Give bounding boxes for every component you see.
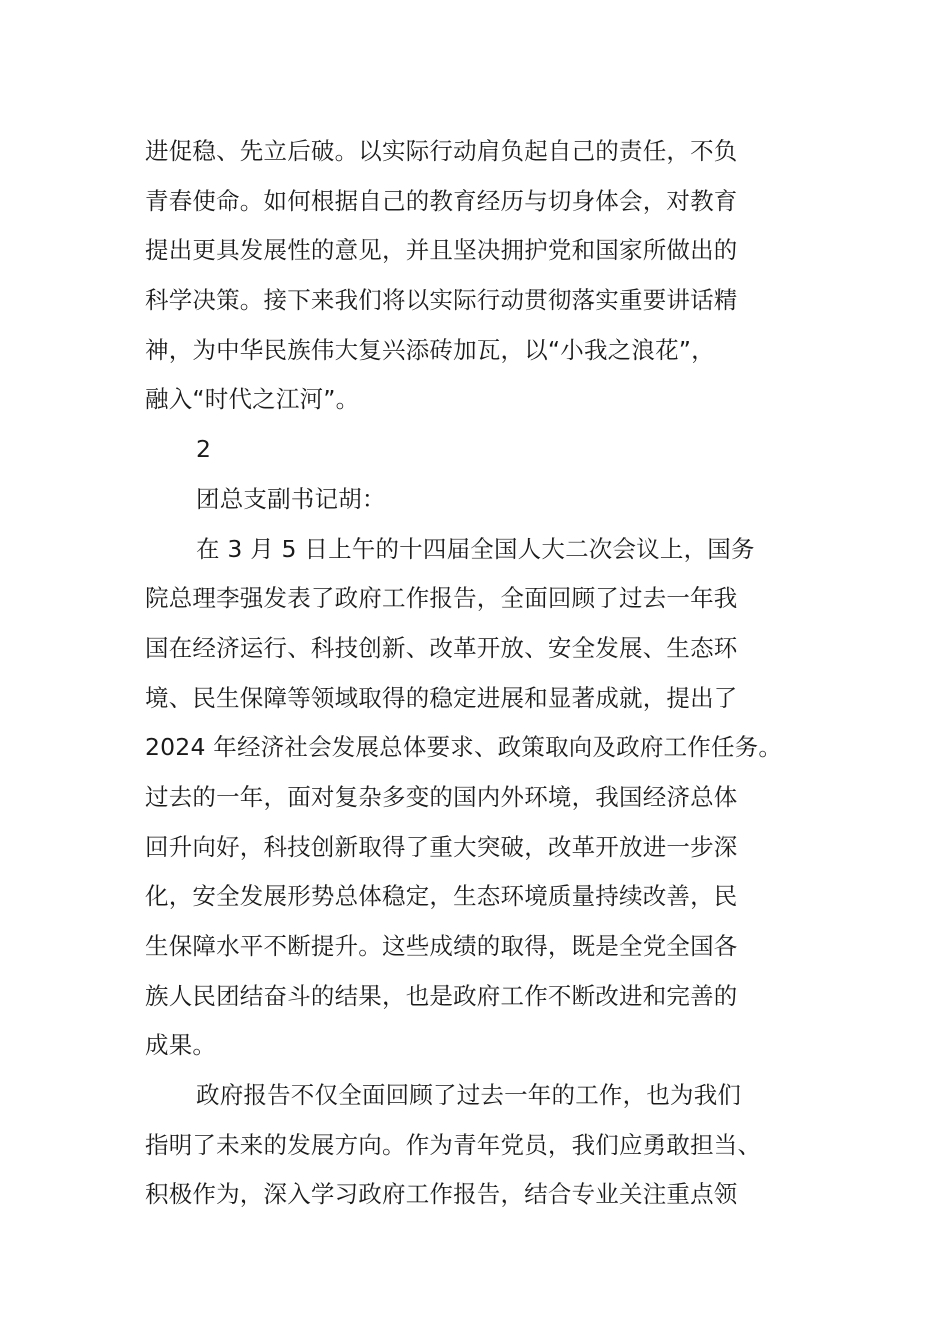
text-line: 提出更具发展性的意见，并且坚决拥护党和国家所做出的 [145, 236, 738, 265]
text-line: 积极作为，深入学习政府工作报告，结合专业关注重点领 [145, 1180, 738, 1209]
text-line: 政府报告不仅全面回顾了过去一年的工作，也为我们 [196, 1081, 742, 1110]
text-line: 成果。 [145, 1031, 217, 1060]
body-text [145, 127, 845, 1220]
text-line: 科学决策。接下来我们将以实际行动贯彻落实重要讲话精 [145, 286, 738, 315]
text-line: 融入“时代之江河”。 [145, 385, 360, 414]
text-line: 院总理李强发表了政府工作报告，全面回顾了过去一年我 [145, 584, 738, 613]
text-line: 青春使命。如何根据自己的教育经历与切身体会，对教育 [145, 186, 738, 215]
text-line: 在 3 月 5 日上午的十四届全国人大二次会议上，国务 [196, 534, 755, 563]
text-line: 境、民生保障等领域取得的稳定进展和显著成就，提出了 [145, 683, 738, 712]
text-line: 回升向好，科技创新取得了重大突破，改革开放进一步深 [145, 832, 738, 861]
text-line: 2 [196, 435, 212, 464]
text-line: 指明了未来的发展方向。作为青年党员，我们应勇敢担当、 [145, 1130, 762, 1159]
text-line: 过去的一年，面对复杂多变的国内外环境，我国经济总体 [145, 782, 738, 811]
text-line: 团总支副书记胡： [196, 484, 386, 513]
text-line: 2024 年经济社会发展总体要求、政策取向及政府工作任务。 [145, 733, 783, 762]
text-line: 生保障水平不断提升。这些成绩的取得，既是全党全国各 [145, 932, 738, 960]
text-line: 神，为中华民族伟大复兴添砖加瓦，以“小我之浪花”， [145, 335, 715, 364]
text-line: 国在经济运行、科技创新、改革开放、安全发展、生态环 [145, 633, 738, 662]
text-line: 族人民团结奋斗的结果，也是政府工作不断改进和完善的 [145, 981, 738, 1010]
text-line: 进促稳、先立后破。以实际行动肩负起自己的责任，不负 [145, 137, 738, 165]
text-line: 化，安全发展形势总体稳定，生态环境质量持续改善，民 [145, 882, 738, 911]
